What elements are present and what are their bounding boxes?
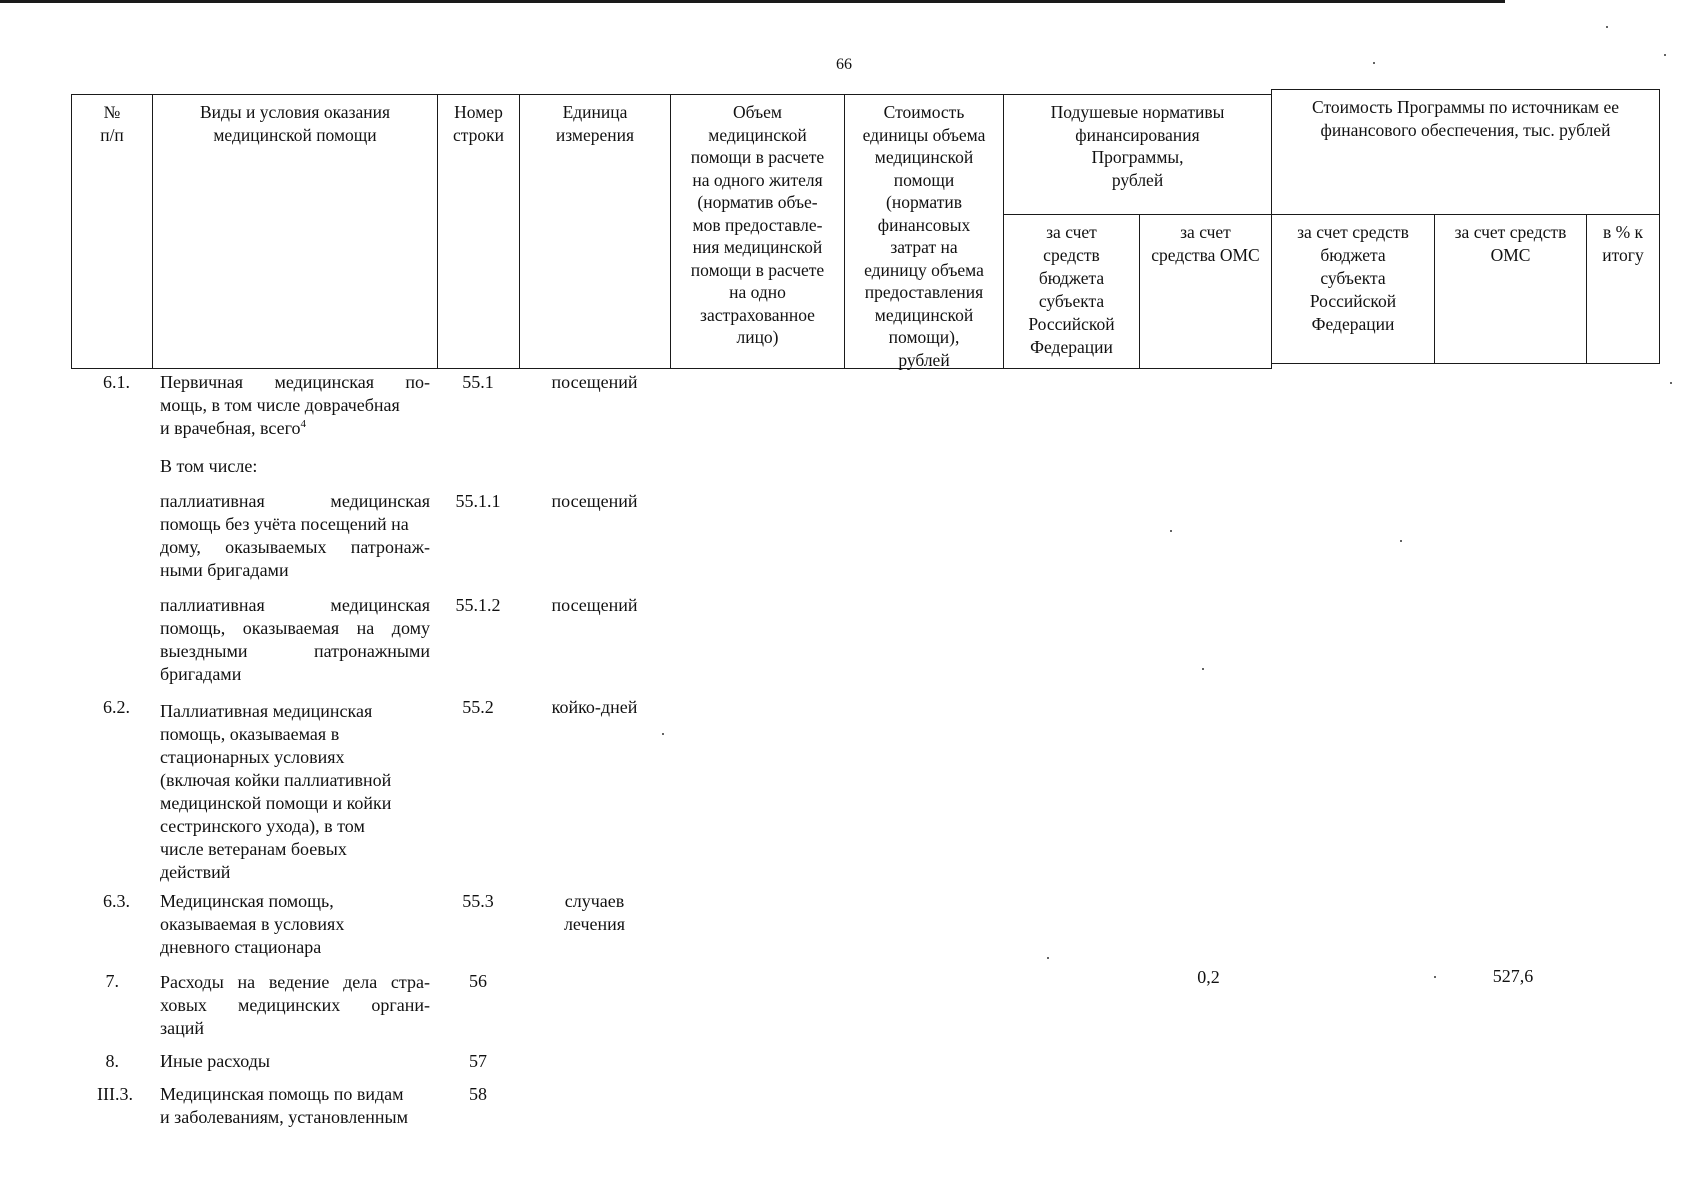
header-program-budget: за счет средств бюджета субъекта Российской Федерации (1271, 214, 1435, 364)
row-code: 55.1.1 (455, 491, 501, 511)
scan-speck (1670, 382, 1672, 384)
row-per-capita-oms: 0,2 (1197, 967, 1220, 987)
header-row-number: Номер строки (437, 94, 520, 369)
scan-speck (1606, 26, 1608, 28)
scan-speck (1170, 530, 1172, 532)
page-number: 66 (836, 56, 852, 73)
row-code: 55.1.2 (455, 595, 501, 615)
row-description: Медицинская помощь, оказываемая в условиях дневного стационара (160, 891, 345, 957)
header-volume: Объем медицинской помощи в расчете на одного жителя (норматив объе- мов предоставле- ния медицинской помощи в расчете на одно застрахованное лицо) (670, 94, 845, 369)
row-code: 55.1 (462, 372, 494, 392)
scan-speck (1047, 957, 1049, 959)
row-description: Первичная медицинская по- мощь, в том числе доврачебная и врачебная, всего$^4$ (160, 372, 430, 438)
row-unit: посещений (551, 372, 638, 392)
row-code: 56 (469, 971, 487, 991)
row-description: Расходы на ведение дела стра- ховых медицинских органи- заций (160, 972, 430, 1038)
header-program-cost: Стоимость Программы по источникам ее финансового обеспечения, тыс. рублей (1271, 89, 1660, 215)
scan-speck (1664, 54, 1666, 56)
row-program-oms: 527,6 (1492, 966, 1534, 986)
row-unit: посещений (551, 491, 638, 511)
row-code: 55.2 (462, 697, 494, 717)
row-code: 57 (469, 1051, 487, 1071)
row-number: 8. (105, 1051, 119, 1071)
row-number: III.3. (97, 1084, 133, 1104)
row-number: 6.1. (103, 372, 130, 392)
header-unit: Единица измерения (519, 94, 671, 369)
row-number: 6.2. (103, 697, 130, 717)
row-description: Иные расходы (160, 1051, 271, 1071)
top-rule (0, 0, 1505, 3)
row-code: 55.3 (462, 891, 494, 911)
row-unit: посещений (551, 595, 638, 615)
header-types: Виды и условия оказания медицинской помощи (152, 94, 438, 369)
scan-speck (1373, 62, 1375, 64)
row-description: паллиативная медицинская помощь, оказываемая на дому выездными патронажными бригадами (160, 595, 430, 684)
row-unit: койко-дней (551, 697, 638, 717)
header-per-capita: Подушевые нормативы финансирования Программы, рублей (1003, 94, 1272, 215)
header-number: № п/п (71, 94, 153, 369)
scan-speck (662, 733, 664, 735)
subheading-including: В том числе: (160, 456, 258, 476)
scan-speck (1400, 540, 1402, 542)
header-program-percent: в % к итогу (1586, 214, 1660, 364)
header-unit-cost: Стоимость единицы объема медицинской помощи (норматив финансовых затрат на единицу объема предоставления медицинской помощи), рублей (844, 94, 1004, 369)
header-per-capita-budget: за счет средств бюджета субъекта Российской Федерации (1003, 214, 1140, 369)
scan-speck (1434, 976, 1436, 978)
header-program-oms: за счет средств ОМС (1434, 214, 1587, 364)
row-number: 6.3. (103, 891, 130, 911)
row-description: Паллиативная медицинская помощь, оказываемая в стационарных условиях (включая койки паллиативной медицинской помощи и койки сестринского ухода), в том числе ветеранам боевых действий (160, 701, 392, 882)
row-description: паллиативная медицинская помощь без учёта посещений на дому, оказываемых патронаж- ными бригадами (160, 491, 430, 580)
scan-speck (1202, 668, 1204, 670)
row-number: 7. (105, 971, 119, 991)
footnote-marker: 4 (300, 418, 307, 430)
row-description: Медицинская помощь по видам и заболеваниям, установленным (160, 1084, 408, 1127)
row-unit: случаев лечения (563, 891, 626, 934)
row-code: 58 (469, 1084, 487, 1104)
header-per-capita-oms: за счет средства ОМС (1139, 214, 1272, 369)
